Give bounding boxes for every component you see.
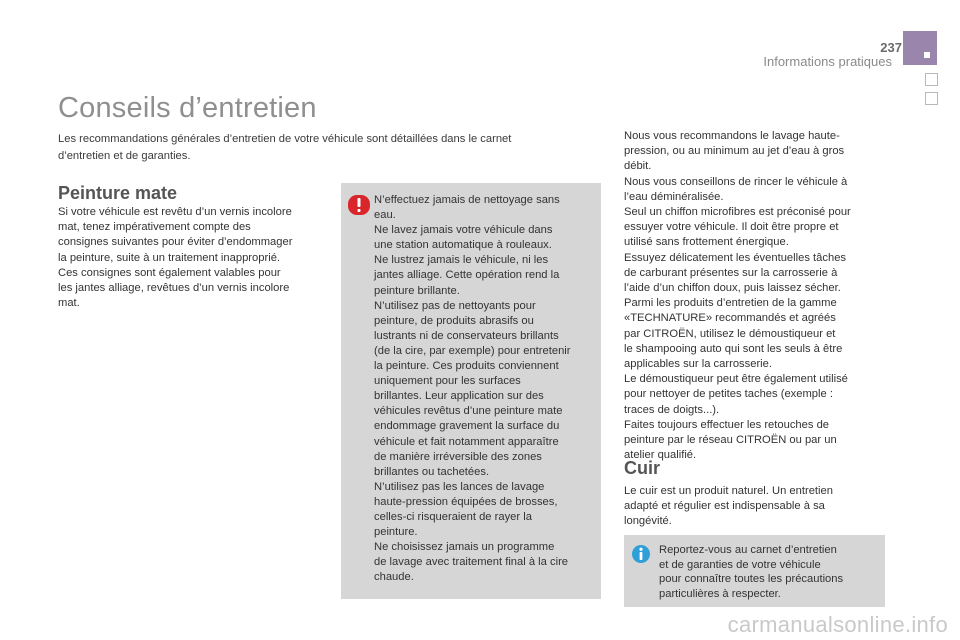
text-line: pour connaître toutes les précautions bbox=[659, 573, 844, 585]
text-line: véhicule et fait notamment apparaître bbox=[374, 435, 559, 448]
text-line: applicables sur la carrosserie. bbox=[624, 358, 772, 371]
heading-cuir: Cuir bbox=[624, 458, 660, 478]
text-line: utilisé sans frottement énergique. bbox=[624, 236, 789, 249]
tab-square-icon bbox=[924, 52, 930, 58]
text-line: celles-ci risqueraient de rayer la bbox=[374, 510, 532, 523]
chapter-tab-active[interactable] bbox=[903, 31, 937, 65]
text-line: brillantes. Leur application sur des bbox=[374, 390, 544, 403]
text-line: peinture brillante. bbox=[374, 284, 460, 297]
text-line: Les recommandations générales d’entretien de votre véhicule sont détaillées dans le carnet bbox=[58, 133, 512, 145]
text-line: essuyer votre véhicule. Il doit être propre et bbox=[624, 221, 839, 234]
text-line: la peinture. Ces produits conviennent bbox=[374, 360, 559, 373]
text-line: de lavage avec traitement final à la cire bbox=[374, 556, 569, 569]
cuir-paragraph bbox=[624, 484, 870, 530]
text-line: l’eau déminéralisée. bbox=[624, 190, 724, 203]
text-line: consignes suivantes pour éviter d’endommager bbox=[58, 236, 293, 249]
text-line: brillantes ou tachetées. bbox=[374, 465, 490, 478]
text-line: l’aide d’un chiffon doux, puis laissez sécher. bbox=[624, 282, 841, 295]
watermark: carmanualsonline.info bbox=[727, 612, 948, 637]
text-line: peinture par le réseau CITROËN ou par un bbox=[624, 434, 837, 447]
text-line: de carburant présentes sur la carrosserie à bbox=[624, 266, 838, 279]
text-line: (de la cire, par exemple) pour entretenir bbox=[374, 344, 571, 357]
text-line: haute-pression équipées de brosses, bbox=[374, 495, 558, 508]
text-line: N’utilisez pas de nettoyants pour bbox=[374, 299, 536, 312]
info-paragraph bbox=[659, 543, 881, 601]
text-line: d’entretien et de garanties. bbox=[58, 150, 191, 162]
text-line: peinture. bbox=[374, 526, 418, 539]
text-line: Nous vous conseillons de rincer le véhicule à bbox=[624, 175, 848, 188]
text-line: pour nettoyer de petites taches (exemple : bbox=[624, 388, 833, 401]
text-line: par CITROËN, utilisez le démoustiqueur et bbox=[624, 327, 836, 340]
text-line: traces de doigts...). bbox=[624, 403, 720, 416]
peinture-paragraph bbox=[58, 205, 320, 311]
page-title: Conseils d’entretien bbox=[58, 92, 317, 124]
text-line: et de garanties de votre véhicule bbox=[659, 558, 821, 571]
intro-paragraph bbox=[58, 131, 578, 165]
heading-peinture-mate: Peinture mate bbox=[58, 183, 178, 203]
text-line: particulières à respecter. bbox=[659, 587, 781, 600]
chapter-tab[interactable] bbox=[925, 92, 938, 105]
text-line: Parmi les produits d’entretien de la gamme bbox=[624, 297, 837, 310]
text-line: Le démoustiqueur peut être également utilisé bbox=[624, 373, 848, 386]
text-line: lustrants ni de conservateurs brillants bbox=[374, 329, 559, 342]
text-line: N’utilisez pas les lances de lavage bbox=[374, 480, 545, 493]
page-number: 237 bbox=[880, 40, 902, 55]
text-line: longévité. bbox=[624, 515, 672, 528]
text-line: Ne lavez jamais votre véhicule dans bbox=[374, 224, 553, 237]
chapter-tab[interactable] bbox=[925, 73, 938, 86]
text-line: peinture, de produits abrasifs ou bbox=[374, 314, 534, 327]
text-line: Essuyez délicatement les éventuelles tâches bbox=[624, 251, 847, 264]
text-line: Si votre véhicule est revêtu d’un vernis incolore bbox=[58, 206, 292, 218]
warning-icon bbox=[347, 194, 371, 216]
text-line: mat, tenez impérativement compte des bbox=[58, 221, 251, 234]
text-line: Ne choisissez jamais un programme bbox=[374, 541, 555, 554]
text-line: une station automatique à rouleaux. bbox=[374, 239, 552, 252]
text-line: Ces consignes sont également valables pour bbox=[58, 266, 281, 279]
text-line: Ne lustrez jamais le véhicule, ni les bbox=[374, 254, 549, 267]
text-line: endommage gravement la surface du bbox=[374, 420, 560, 433]
text-line: pression, ou au minimum au jet d’eau à gros bbox=[624, 145, 845, 158]
text-line: véhicules revêtus d’une peinture mate bbox=[374, 405, 563, 418]
text-line: Nous vous recommandons le lavage haute- bbox=[624, 130, 840, 142]
text-line: la peinture, suite à un traitement inapproprié. bbox=[58, 251, 281, 264]
text-line: Seul un chiffon microfibres est préconisé pour bbox=[624, 206, 851, 219]
text-line: le shampooing auto qui sont les seuls à être bbox=[624, 342, 843, 355]
text-line: Faites toujours effectuer les retouches de bbox=[624, 418, 830, 431]
text-line: N’effectuez jamais de nettoyage sans bbox=[374, 194, 560, 206]
info-icon bbox=[631, 544, 651, 564]
text-line: eau. bbox=[374, 209, 396, 222]
text-line: «TECHNATURE» recommandés et agréés bbox=[624, 312, 836, 325]
text-line: atelier qualifié. bbox=[624, 449, 697, 462]
text-line: adapté et régulier est indispensable à sa bbox=[624, 500, 825, 513]
text-line: uniquement pour les surfaces bbox=[374, 375, 521, 388]
text-line: Le cuir est un produit naturel. Un entretien bbox=[624, 485, 833, 497]
warning-paragraph bbox=[374, 193, 596, 585]
text-line: débit. bbox=[624, 160, 652, 173]
section-title: Informations pratiques bbox=[763, 54, 892, 69]
washing-paragraph bbox=[624, 129, 886, 463]
text-line: Reportez-vous au carnet d’entretien bbox=[659, 544, 837, 556]
text-line: mat. bbox=[58, 297, 80, 310]
text-line: jantes alliage. Cette opération rend la bbox=[374, 269, 560, 282]
text-line: chaude. bbox=[374, 571, 414, 584]
text-line: les jantes alliage, revêtues d’un vernis incolore bbox=[58, 282, 290, 295]
text-line: de manière irréversible des zones bbox=[374, 450, 542, 463]
